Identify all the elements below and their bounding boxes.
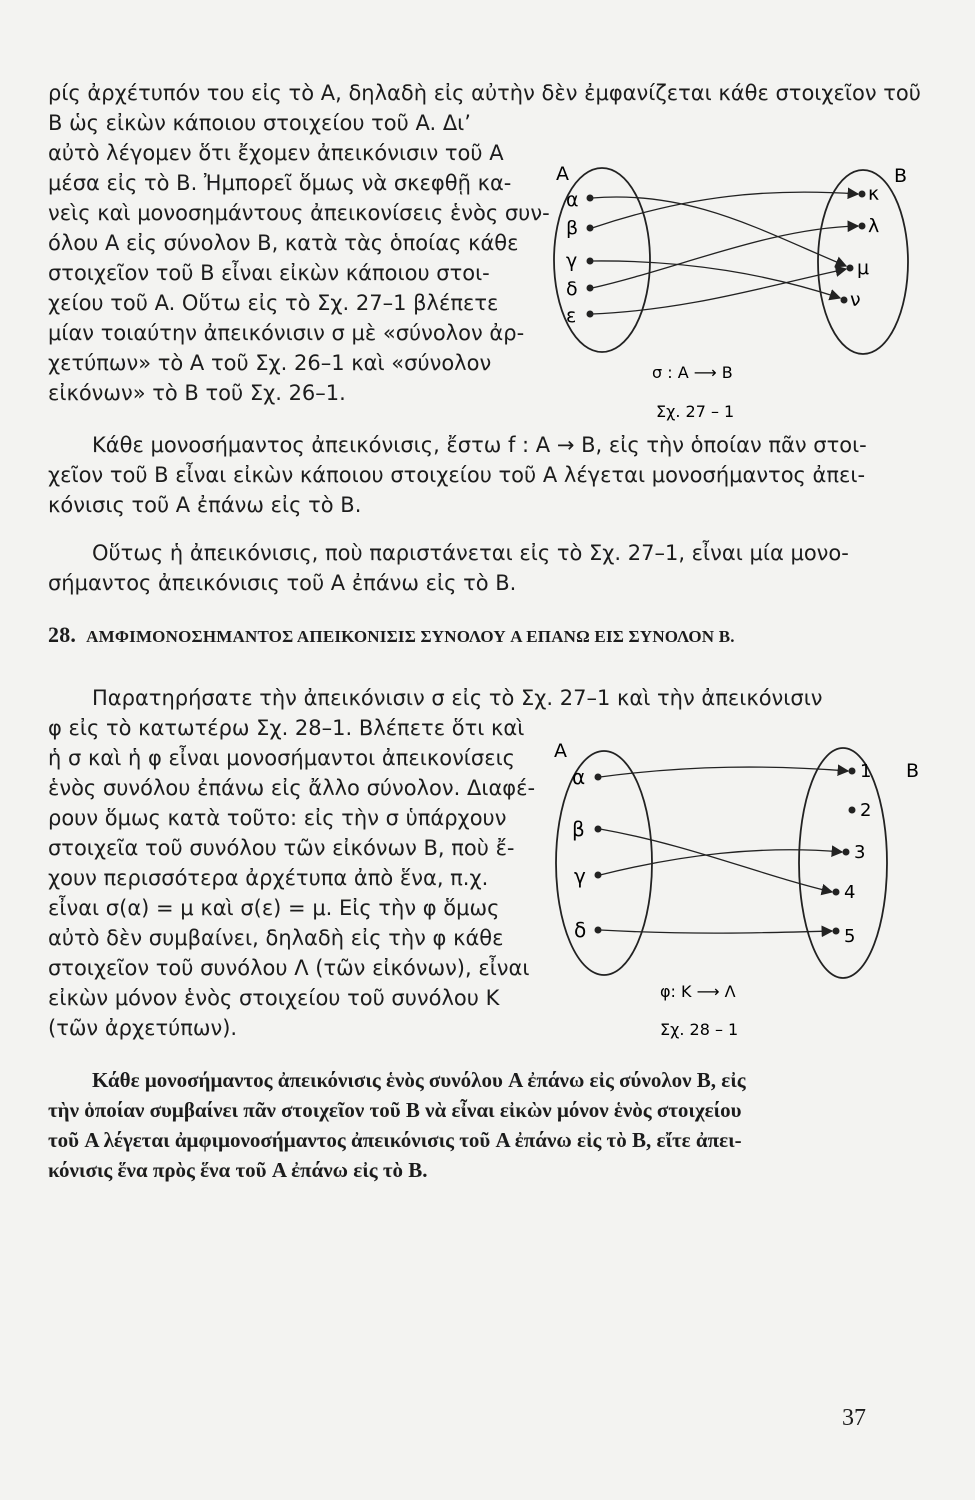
domain-label: δ xyxy=(566,278,578,300)
element-dot xyxy=(847,265,854,272)
map-label: σ : A ⟶ B xyxy=(652,363,733,382)
text-line: στοιχεῖον τοῦ συνόλου Λ (τῶν εἰκόνων), εἶναι xyxy=(48,956,530,980)
text-line: αὐτὸ λέγομεν ὅτι ἔχομεν ἀπεικόνισιν τοῦ A xyxy=(48,141,504,165)
text-line: Οὕτως ἡ ἀπεικόνισις, ποὺ παριστάνεται εἰς τὸ Σχ. 27–1, εἶναι μία μονο- xyxy=(92,541,849,565)
text-line: τοῦ A λέγεται ἀμφιμονοσήμαντος ἀπεικόνισις τοῦ A ἐπάνω εἰς τὸ B, εἴτε ἀπει- xyxy=(48,1128,742,1152)
text-line: χείου τοῦ A. Οὕτω εἰς τὸ Σχ. 27–1 βλέπετε xyxy=(48,291,499,315)
element-dot xyxy=(843,849,850,856)
mapping-arrow xyxy=(600,850,842,875)
text-line: ἡ σ καὶ ἡ φ εἶναι μονοσήμαντοι ἀπεικονίσεις xyxy=(48,746,516,770)
element-dot xyxy=(859,223,866,230)
figure-28-1 xyxy=(540,735,940,1055)
paragraph-definition-onto xyxy=(48,430,867,520)
text-line: χουν περισσότερα ἀρχέτυπα ἀπὸ ἕνα, π.χ. xyxy=(48,866,489,890)
text-line: χετύπων» τὸ A τοῦ Σχ. 26–1 καὶ «σύνολον xyxy=(48,351,492,375)
paragraph-example xyxy=(48,538,849,598)
domain-label: α xyxy=(566,189,579,211)
codomain-label: λ xyxy=(868,215,880,237)
text-line: Κάθε μονοσήμαντος ἀπεικόνισις, ἔστω f : A → B, εἰς τὴν ὁποίαν πᾶν στοι- xyxy=(92,433,867,457)
text-line: όλου A εἰς σύνολον B, κατὰ τὰς ὁποίας κάθε xyxy=(48,231,519,255)
text-line: στοιχεῖον τοῦ B εἶναι εἰκὼν κάποιου στοι- xyxy=(48,261,490,285)
element-dot xyxy=(841,297,848,304)
codomain-label: 2 xyxy=(860,800,872,821)
text-line: νεὶς καὶ μονοσημάντους ἀπεικονίσεις ἑνὸς συν- xyxy=(48,201,550,225)
text-line: στοιχεῖα τοῦ συνόλου τῶν εἰκόνων B, ποὺ ἔ- xyxy=(48,836,515,860)
text-line: αὐτὸ δὲν συμβαίνει, δηλαδὴ εἰς τὴν φ κάθε xyxy=(48,926,504,950)
set-a-label: A xyxy=(554,740,567,762)
figure-27-1 xyxy=(540,150,920,430)
figure-caption: Σχ. 28 – 1 xyxy=(660,1020,739,1039)
domain-label: α xyxy=(572,765,586,789)
domain-label: β xyxy=(566,217,579,239)
section-heading xyxy=(48,622,735,648)
codomain-label: κ xyxy=(868,183,880,205)
domain-label: ε xyxy=(566,305,577,327)
domain-label: β xyxy=(572,817,585,841)
text-line: Κάθε μονοσήμαντος ἀπεικόνισις ἑνὸς συνόλου A ἐπάνω εἰς σύνολον B, εἰς xyxy=(92,1068,746,1092)
page-number: 37 xyxy=(842,1405,866,1431)
text-line: εἰκόνων» τὸ B τοῦ Σχ. 26–1. xyxy=(48,381,346,405)
mapping-arrow xyxy=(592,261,840,298)
set-b-ellipse xyxy=(799,748,887,978)
domain-label: γ xyxy=(574,864,586,888)
codomain-label: ν xyxy=(850,289,861,311)
codomain-label: 1 xyxy=(860,761,872,782)
codomain-label: 4 xyxy=(844,882,856,903)
text-line: ρουν ὅμως κατὰ τοῦτο: εἰς τὴν σ ὑπάρχουν xyxy=(48,806,507,830)
text-line: (τῶν ἀρχετύπων). xyxy=(48,1016,238,1040)
element-dot xyxy=(849,807,856,814)
element-dot xyxy=(833,928,840,935)
codomain-label: μ xyxy=(857,257,870,279)
codomain-label: 5 xyxy=(844,926,856,947)
text-line: Παρατηρήσατε τὴν ἀπεικόνισιν σ εἰς τὸ Σχ. 27–1 καὶ τὴν ἀπεικόνισιν xyxy=(92,686,823,710)
text-line: μέσα εἰς τὸ B. Ἠμπορεῖ ὅμως νὰ σκεφθῇ κα- xyxy=(48,171,512,195)
element-dot xyxy=(833,889,840,896)
domain-label: δ xyxy=(574,918,587,942)
set-a-label: A xyxy=(556,163,569,185)
set-b-label: B xyxy=(906,760,920,782)
text-line: κόνισις ἕνα πρὸς ἕνα τοῦ A ἐπάνω εἰς τὸ B. xyxy=(48,1158,428,1182)
text-line: εἶναι σ(α) = μ καὶ σ(ε) = μ. Εἰς τὴν φ ὅμως xyxy=(48,896,500,920)
mapping-arrow xyxy=(600,767,848,777)
set-a-ellipse xyxy=(556,751,652,975)
codomain-label: 3 xyxy=(854,842,866,863)
text-line: ρίς ἀρχέτυπόν του εἰς τὸ A, δηλαδὴ εἰς αὐτὴν δὲν ἐμφανίζεται κάθε στοιχεῖον τοῦ xyxy=(48,81,921,105)
text-line: φ εἰς τὸ κατωτέρω Σχ. 28–1. Βλέπετε ὅτι καὶ xyxy=(48,716,525,740)
section-number: 28. xyxy=(48,622,77,647)
set-b-label: B xyxy=(894,165,908,187)
mapping-arrow xyxy=(592,269,846,314)
section-title: ΑΜΦΙΜΟΝΟΣΗΜΑΝΤΟΣ ΑΠΕΙΚΟΝΙΣΙΣ ΣΥΝΟΛΟΥ A ΕΠΑΝΩ ΕΙΣ ΣΥΝΟΛΟΝ B. xyxy=(86,627,735,646)
text-line: εἰκὼν μόνον ἑνὸς στοιχείου τοῦ συνόλου K xyxy=(48,986,500,1010)
text-line: χεῖον τοῦ B εἶναι εἰκὼν κάποιου στοιχείου τοῦ A λέγεται μονοσήμαντος ἀπει- xyxy=(48,463,866,487)
text-line: τὴν ὁποίαν συμβαίνει πᾶν στοιχεῖον τοῦ B νὰ εἶναι εἰκὼν μόνον ἑνὸς στοιχείου xyxy=(48,1098,742,1122)
mapping-arrow xyxy=(600,829,832,892)
mapping-arrow xyxy=(600,930,832,933)
definition-bijection xyxy=(48,1065,746,1185)
element-dot xyxy=(859,191,866,198)
text-line: μίαν τοιαύτην ἀπεικόνισιν σ μὲ «σύνολον ἀρ- xyxy=(48,321,525,345)
element-dot xyxy=(849,768,856,775)
text-line: κόνισις τοῦ A ἐπάνω εἰς τὸ B. xyxy=(48,493,362,517)
text-line: ἑνὸς συνόλου ἐπάνω εἰς ἄλλο σύνολον. Διαφέ- xyxy=(48,776,536,800)
text-line: σήμαντος ἀπεικόνισις τοῦ A ἐπάνω εἰς τὸ B. xyxy=(48,571,517,595)
map-label: φ: K ⟶ Λ xyxy=(660,982,736,1001)
figure-caption: Σχ. 27 – 1 xyxy=(656,402,735,421)
domain-label: γ xyxy=(566,250,578,272)
text-line: B ὡς εἰκὼν κάποιου στοιχείου τοῦ A. Δι’ xyxy=(48,111,471,135)
